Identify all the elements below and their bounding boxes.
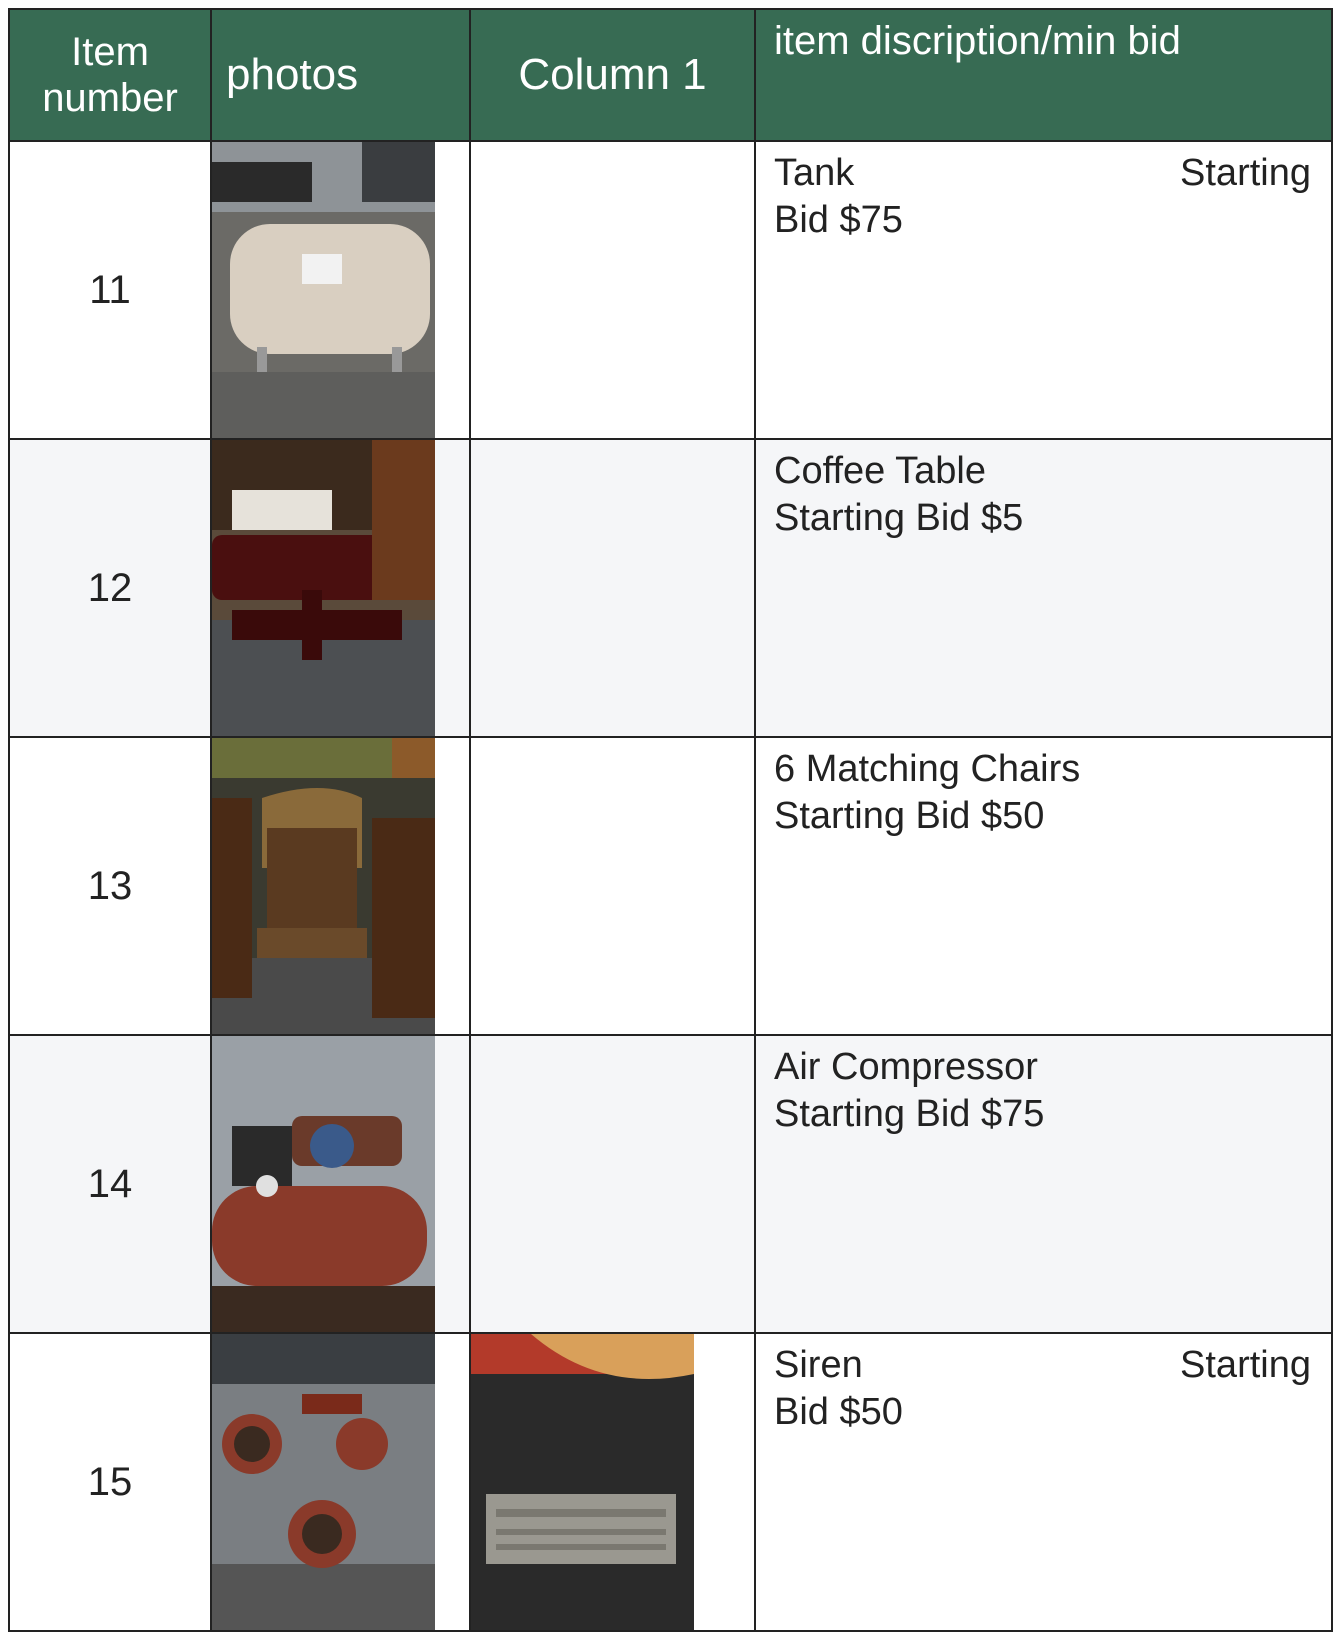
photo-cell[interactable] — [211, 1333, 470, 1631]
starting-bid: Starting Bid $5 — [774, 497, 1024, 539]
siren-photo — [212, 1334, 435, 1631]
item-number-cell[interactable]: 12 — [9, 439, 211, 737]
header-photos[interactable]: photos — [211, 9, 470, 141]
starting-bid: Starting Bid $50 — [774, 795, 1045, 837]
item-name: Siren — [774, 1344, 863, 1386]
photo-cell[interactable] — [211, 737, 470, 1035]
column-1-cell[interactable] — [470, 737, 755, 1035]
item-number-cell[interactable]: 15 — [9, 1333, 211, 1631]
wooden-chairs-photo — [212, 738, 435, 1035]
item-name: Coffee Table — [774, 450, 986, 492]
item-name: Tank — [774, 152, 855, 194]
column-1-cell[interactable] — [470, 141, 755, 439]
description-cell[interactable] — [755, 1035, 1332, 1333]
photo-cell[interactable] — [211, 439, 470, 737]
table-row — [9, 141, 1332, 439]
item-number-cell[interactable]: 14 — [9, 1035, 211, 1333]
starting-label: Starting — [1180, 1344, 1311, 1386]
starting-bid: Bid $50 — [774, 1391, 903, 1433]
description-cell[interactable] — [755, 141, 1332, 439]
starting-bid: Starting Bid $75 — [774, 1093, 1045, 1135]
column-1-cell[interactable] — [470, 1333, 755, 1631]
description-cell[interactable] — [755, 737, 1332, 1035]
item-name: Air Compressor — [774, 1046, 1038, 1088]
table-row — [9, 439, 1332, 737]
table-row — [9, 1035, 1332, 1333]
starting-label: Starting — [1180, 152, 1311, 194]
coffee-table-photo — [212, 440, 435, 737]
photo-cell[interactable] — [211, 141, 470, 439]
item-name: 6 Matching Chairs — [774, 748, 1081, 790]
fuel-tank-photo — [212, 142, 435, 439]
header-column-1[interactable]: Column 1 — [470, 9, 755, 141]
starting-bid: Bid $75 — [774, 199, 903, 241]
air-compressor-photo — [212, 1036, 435, 1333]
item-number-cell[interactable]: 11 — [9, 141, 211, 439]
table-row — [9, 1333, 1332, 1631]
description-cell[interactable] — [755, 1333, 1332, 1631]
header-row — [9, 9, 1332, 141]
header-description[interactable]: item discription/min bid — [755, 9, 1332, 141]
description-cell[interactable] — [755, 439, 1332, 737]
auction-items-table — [8, 8, 1333, 1632]
table-row — [9, 737, 1332, 1035]
siren-nameplate-photo — [471, 1334, 694, 1631]
column-1-cell[interactable] — [470, 439, 755, 737]
photo-cell[interactable] — [211, 1035, 470, 1333]
item-number-cell[interactable]: 13 — [9, 737, 211, 1035]
column-1-cell[interactable] — [470, 1035, 755, 1333]
header-item-number[interactable]: Item number — [9, 9, 211, 141]
